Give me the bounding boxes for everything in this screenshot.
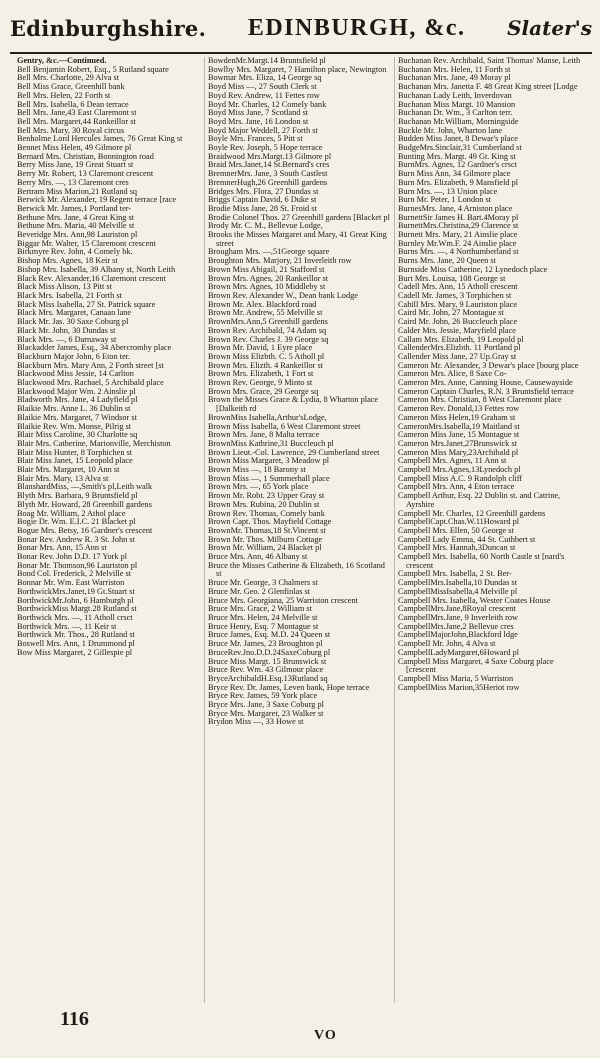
directory-entry: Campbell Miss Maria, 5 Warriston — [398, 673, 514, 683]
directory-entry: CampbellMrs.Jane,2 Bellevue cres — [398, 621, 514, 631]
directory-entry: Berry Mrs. —, 13 Claremont cres — [17, 177, 129, 187]
directory-columns — [14, 57, 592, 1003]
directory-entry: Boyd Miss Jane, 7 Scotland st — [208, 108, 309, 118]
directory-entry: Burn Mrs. —, 13 Union place — [398, 186, 498, 196]
directory-entry: Cahill Mrs. Mary, 9 Lauriston place — [398, 299, 518, 309]
directory-entry: Brown Miss Margaret, 3 Meadow pl — [208, 456, 330, 466]
directory-entry: Buckle Mr. John, Wharton lane — [398, 125, 502, 135]
directory-entry: Blair Mrs. Margaret, 10 Ann st — [17, 465, 120, 475]
directory-entry: Blackwood Major Wm. 2 Ainslie pl — [17, 386, 136, 396]
directory-entry: Bowlby Mrs. Margaret, 7 Hamilton place, Newington — [208, 64, 387, 74]
directory-entry: Braid Mrs.Janet,14 St.Bernard's cres — [208, 160, 330, 170]
directory-entry: Cadell Mrs. Ann, 15 Atholl crescent — [398, 282, 518, 292]
directory-entry: Bennet Miss Helen, 49 Gilmore pl — [17, 143, 132, 153]
directory-entry: Broughton Mrs. Marjory, 21 Inverleith row — [208, 256, 352, 266]
directory-entry: Cadell Mr. James, 3 Torphichen st — [398, 290, 512, 300]
directory-entry: CameronMrs.Isabella,19 Maitland st — [398, 421, 520, 431]
directory-entry: Brown Miss Abigail, 21 Stafford st — [208, 264, 325, 274]
directory-entry: Berwick Mr. James,1 Portland ter- — [17, 203, 132, 213]
directory-entry: Cameron Rev. Donald,13 Fettes row — [398, 404, 520, 414]
directory-entry: Buchanan Mrs. Helen, 11 Forth st — [398, 64, 511, 74]
directory-entry: Campbell Arthur, Esq. 22 Dublin st. and Catrine, Ayrshire — [398, 491, 561, 509]
directory-entry: Brown Mrs. Rubina, 20 Dublin st — [208, 499, 320, 509]
directory-entry: Brown Mrs. Elizth. 4 Rankeillor st — [208, 360, 323, 370]
directory-entry: BremnerMrs. Jane, 3 South Castlest — [208, 169, 328, 179]
directory-entry: Bogie Dr. Wm. E.I.C. 21 Blacket pl — [17, 517, 136, 527]
directory-entry: Bruce Miss Margt. 15 Brunswick st — [208, 656, 327, 666]
directory-entry: Campbell Mrs. Isabella, 2 St. Ber- — [398, 569, 512, 579]
directory-entry: Caird Mr. John, 27 Montague st — [398, 308, 504, 318]
directory-entry: Campbell Mrs. Ellen, 50 George st — [398, 525, 514, 535]
signature-mark: VO — [314, 1028, 337, 1043]
directory-entry: Bonar Rev. Andrew R. 3 St. John st — [17, 534, 135, 544]
directory-entry: CallenderMrs.Elizbth. 11 Portland pl — [398, 343, 521, 353]
directory-entry: BudgeMrs.Sinclair,31 Cumberland st — [398, 143, 522, 153]
directory-entry: Brodie Miss Jane, 28 St. Froid st — [208, 203, 317, 213]
directory-entry: CampbellLadyMargaret,6Howard pl — [398, 647, 520, 657]
directory-entry: CampbellMrs.Jane, 9 Inverleith row — [398, 613, 519, 622]
page-footer — [14, 1008, 592, 1048]
directory-entry: Brown Lieut.-Col. Lawrence, 29 Cumberland street — [208, 447, 380, 457]
directory-entry: Blaikie Mrs. Margaret, 7 Windsor st — [17, 412, 137, 422]
directory-entry: Biggar Mr. Walter, 15 Claremont crescent — [17, 238, 156, 248]
directory-entry: Brown Rev. Alexander W., Dean bank Lodge — [208, 290, 358, 300]
directory-entry: Budden Miss Janet, 8 Dewar's place — [398, 134, 518, 144]
directory-entry: Boyd Miss —, 27 South Clerk st — [208, 82, 317, 92]
directory-entry: Blackburn Major John, 6 Eton ter. — [17, 351, 131, 361]
directory-entry: Campbell Lady Emma, 44 St. Cuthbert st — [398, 534, 536, 544]
directory-entry: Brown Mr. David, 1 Eyre place — [208, 343, 313, 353]
directory-entry: Bryce Mrs. Margaret, 23 Walker st — [208, 708, 324, 718]
directory-entry: Bruce Henry, Esq. 7 Montague st — [208, 621, 319, 631]
directory-entry: Bruce Mrs. Grace, 2 William st — [208, 604, 312, 614]
directory-entry: Brown Rev. Charles J. 39 George sq — [208, 334, 329, 344]
directory-entry: BurnesMrs. Jane, 4 Arniston place — [398, 203, 513, 213]
directory-entry: Boyle Rev. Joseph, 5 Hope terrace — [208, 143, 323, 153]
directory-entry: Calder Mrs. Jessie, Maryfield place — [398, 325, 516, 335]
directory-entry: Black Mr. John, 30 Dundas st — [17, 325, 116, 335]
directory-entry: Brown Mrs. Agnes, 20 Rankeillor st — [208, 273, 329, 283]
directory-entry: BlanshardMiss, —,Smith's pl,Leith walk — [17, 482, 153, 492]
directory-entry: Berry Miss Jane, 19 Great Stuart st — [17, 160, 134, 170]
directory-entry: Campbell Mr. Charles, 12 Greenhill gardens — [398, 508, 546, 518]
directory-entry: Cameron Mr. Alexander, 3 Dewar's place [bourg place — [398, 360, 579, 370]
directory-entry: Bell Mrs. Margaret,44 Rankeillor st — [17, 116, 136, 126]
directory-entry: Bowmar Mrs. Eliza, 14 George sq — [208, 73, 322, 83]
directory-entry: Bruce Mrs. Ann, 46 Albany st — [208, 552, 308, 562]
directory-entry: Cameron Mrs. Christian, 8 West Claremont place — [398, 395, 562, 405]
directory-entry: Bonnar Mr. Wm. East Warriston — [17, 578, 125, 588]
directory-entry: CampbellMajorJohn,Blackford ldge — [398, 630, 518, 640]
directory-entry: BorthwickMr.John, 6 Hamburgh pl — [17, 595, 134, 605]
directory-entry: Brown Rev. George, 9 Minto st — [208, 378, 313, 388]
directory-entry: Bell Mrs. Mary, 30 Royal circus — [17, 125, 125, 135]
directory-entry: Brown Miss Isabella, 6 West Claremont street — [208, 421, 361, 431]
directory-entry: Callam Mrs. Elizabeth, 19 Leopold pl — [398, 334, 524, 344]
directory-entry: Blyth Mrs. Barbara, 9 Bruntsfield pl — [17, 491, 138, 501]
directory-entry: BorthwickMrs.Janet,19 Gt.Stuart st — [17, 586, 135, 596]
column-right — [394, 57, 584, 1003]
directory-entry: Bell Miss Grace, Greenhill bank — [17, 82, 125, 92]
directory-entry: Bonar Rev. John D.D. 17 York pl — [17, 552, 128, 562]
page-number: 116 — [60, 1008, 89, 1030]
directory-entry: Borthwick Mrs. —, 11 Keir st — [17, 621, 117, 631]
directory-entry: Bell Mrs. Charlotte, 29 Alva st — [17, 73, 120, 83]
directory-entry: Black Miss Isabella, 27 St. Patrick square — [17, 299, 156, 309]
directory-entry: Gentry, &c.—Continued. — [17, 57, 107, 65]
directory-entry: BrownMrs.Ann,5 Greenhill gardens — [208, 317, 328, 327]
directory-entry: Bertram Miss Marion,21 Rutland sq — [17, 186, 138, 196]
directory-entry: Bruce Rev. Wm. 43 Gilmour place — [208, 665, 324, 675]
directory-entry: Campbell Mrs. Isabella, 60 North Castle st [nard's crescent — [398, 552, 565, 570]
directory-entry: Cameron Miss Jane, 15 Montague st — [398, 430, 520, 440]
directory-entry: Brown Mr. Thos. Milburn Cottage — [208, 534, 323, 544]
directory-entry: Brown Mrs. Jane, 8 Malta terrace — [208, 430, 320, 440]
directory-entry: Buchanan Mrs. Jane, 49 Moray pl — [398, 73, 511, 83]
directory-entry: Campbell Miss Margaret, 4 Saxe Coburg place [crescent — [398, 656, 554, 675]
directory-entry: Bunting Mrs. Margt. 49 Gt. King st — [398, 151, 516, 161]
directory-entry: Bond Col. Frederick, 2 Melville st — [17, 569, 132, 579]
directory-entry: BurnettMrs.Christina,29 Clarence st — [398, 221, 519, 231]
directory-entry: Brown Mrs. —, 65 York place — [208, 482, 309, 492]
directory-entry: Blair Miss Hunter, 8 Torphichen st — [17, 447, 133, 457]
directory-entry: Bethune Mrs. Jane, 4 Great King st — [17, 212, 135, 222]
directory-entry: Black Mrs. —, 6 Darnaway st — [17, 334, 117, 344]
directory-entry: Blair Miss Janet, 15 Leopold place — [17, 456, 133, 466]
directory-entry: Berry Mr. Robert, 13 Claremont crescent — [17, 169, 154, 179]
directory-entry: Burns Mrs. Jane, 20 Queen st — [398, 256, 496, 266]
directory-entry: Buchanan Miss Margt. 10 Mansion — [398, 99, 516, 109]
directory-entry: Borthwick Mrs. —, 11 Atholl crsct — [17, 613, 133, 622]
directory-entry: Bell Mrs. Jane,43 East Claremont st — [17, 108, 137, 118]
directory-entry: Bernard Mrs. Christian, Bonnington road — [17, 151, 154, 161]
directory-entry: Boyd Major Weddell, 27 Forth st — [208, 125, 318, 135]
directory-entry: Cameron Mrs. Anne, Canning House, Causewayside — [398, 378, 573, 388]
directory-entry: Brydon Miss —, 33 Howe st — [208, 717, 304, 727]
directory-entry: Braidwood Mrs.Margt.13 Gilmore pl — [208, 151, 332, 161]
directory-entry: Boag Mr. William, 2 Athol place — [17, 508, 126, 518]
directory-entry: Brown Capt. Thos. Mayfield Cottage — [208, 517, 332, 527]
directory-entry: Brown Mr. Robt. 23 Upper Gray st — [208, 491, 325, 501]
directory-entry: CampbellMiss Marion,35Heriot row — [398, 682, 520, 692]
directory-entry: Blair Mrs. Catherine, Marionville, Merchiston — [17, 438, 171, 448]
directory-entry: Buchanan Mr.William, Morningside — [398, 116, 519, 126]
directory-entry: Borthwick Mr. Thos., 28 Rutland st — [17, 630, 135, 640]
directory-entry: Blackadder James, Esq., 34 Abercromby place — [17, 343, 172, 353]
directory-entry: Campbell Miss A.C. 9 Randolph cliff — [398, 473, 523, 483]
directory-entry: Boyd Rev. Andrew, 11 Fettes row — [208, 90, 320, 100]
directory-entry: Campbell Mrs.Agnes,13Lynedoch pl — [398, 465, 521, 475]
directory-entry: CampbellMrs.Isabella,10 Dundas st — [398, 578, 517, 588]
directory-entry: Brooks the Misses Margaret and Mary, 41 Great King street — [208, 230, 387, 248]
directory-entry: Briggs Captain David, 6 Duke st — [208, 195, 317, 205]
directory-entry: Birkmyre Rev. John, 4 Comely bk. — [17, 247, 133, 257]
directory-entry: Burns Mrs. —, 4 Northumberland st — [398, 247, 519, 257]
directory-entry: Boswell Mrs. Ann, 1 Drummond pl — [17, 639, 135, 649]
directory-entry: Bell Mrs. Isabella, 6 Dean terrace — [17, 99, 129, 109]
directory-entry: Blyth Mr. Howard, 28 Greenhill gardens — [17, 499, 152, 509]
directory-entry: Blaikie Rev. Wm. Monse, Pilrig st — [17, 421, 132, 431]
directory-entry: Caird Mr. John, 26 Buccleuch place — [398, 317, 518, 327]
directory-entry: Blackwood Miss Jessie, 14 Carlton — [17, 369, 134, 379]
directory-entry: Bridges Mrs. Flora, 27 Dundas st — [208, 186, 319, 196]
directory-entry: BurnettSir James H. Bart.4Moray pl — [398, 212, 519, 222]
directory-entry: Burt Mrs. Louisa, 108 George st — [398, 273, 506, 283]
directory-entry: Bruce Mrs. Helen, 24 Melville st — [208, 613, 318, 622]
directory-entry: Brody Mr. C. M., Bellevue Lodge, — [208, 221, 323, 231]
directory-entry: Bryce Rev. James, 59 York place — [208, 691, 318, 701]
directory-entry: Brown Mr. Andrew, 55 Melville st — [208, 308, 323, 318]
directory-entry: Brown Miss —, 1 Summerhall place — [208, 473, 330, 483]
directory-entry: Blair Miss Caroline, 30 Charlotte sq — [17, 430, 138, 440]
directory-entry: Bruce Mrs. Georgiana, 25 Warriston crescent — [208, 595, 358, 605]
directory-entry: Callender Miss Jane, 27 Up.Gray st — [398, 351, 517, 361]
town-heading: EDINBURGH, &c. — [247, 14, 466, 41]
directory-entry: Bethune Mrs. Maria, 40 Melville st — [17, 221, 135, 231]
directory-entry: CampbellCapt.Chas.W.11Howard pl — [398, 517, 520, 527]
directory-entry: Burnley Mr.Wm.F. 24 Ainslie place — [398, 238, 517, 248]
directory-entry: Brown Miss Elizbth. C. 5 Atholl pl — [208, 351, 325, 361]
directory-entry: Bruce Mr. James, 23 Broughton pl — [208, 639, 323, 649]
directory-entry: Cameron Mrs.Janet,27Brunswick st — [398, 438, 517, 448]
directory-entry: Beveridge Mrs. Ann,98 Lauriston pl — [17, 230, 138, 240]
directory-entry: Bonar Mrs. Ann, 15 Ann st — [17, 543, 107, 553]
directory-entry: Brown Rev. Thomas, Comely bank — [208, 508, 325, 518]
directory-entry: Burnside Miss Catherine, 12 Lynedoch place — [398, 264, 548, 274]
directory-entry: Black Mrs. Isabella, 21 Forth st — [17, 290, 122, 300]
directory-entry: Cameron Mrs. Alice, 8 Saxe Co- — [398, 369, 507, 379]
directory-entry: Bruce Mr. Geo. 2 Glenfinlas st — [208, 586, 311, 596]
directory-entry: Buchanan Rev. Archibald, Saint Thomas' Manse, Leith — [398, 57, 581, 65]
directory-entry: Bow Miss Margaret, 2 Gillespie pl — [17, 647, 133, 657]
directory-entry: Blackwood Mrs. Rachael, 5 Archibald place — [17, 378, 164, 388]
publisher-heading: Slater's — [507, 16, 592, 40]
directory-entry: Brown Mr. Alex. Blackford road — [208, 299, 317, 309]
directory-entry: Bell Mrs. Helen, 22 Forth st — [17, 90, 111, 100]
directory-entry: BrownMr. Thomas,18 St.Vincent st — [208, 525, 326, 535]
directory-entry: Bruce Mr. George, 3 Chalmers st — [208, 578, 318, 588]
directory-entry: Bladworth Mrs. Jane, 4 Ladyfield pl — [17, 395, 138, 405]
directory-entry: Bishop Mrs. Agnes, 18 Keir st — [17, 256, 118, 266]
directory-entry: Blair Mrs. Mary, 13 Alva st — [17, 473, 109, 483]
directory-entry: Brougham Mrs. —,51George square — [208, 247, 330, 257]
directory-entry: Bruce James, Esq. M.D. 24 Queen st — [208, 630, 331, 640]
directory-entry: Bonar Mr. Thomson,96 Lauriston pl — [17, 560, 138, 570]
directory-entry: Bell Benjamin Robert, Esq., 5 Rutland square — [17, 64, 169, 74]
directory-entry: Cameron Captain Charles, R.N. 3 Bruntsfield terrace — [398, 386, 574, 396]
directory-entry: Bryce Mrs. Jane, 3 Saxe Coburg pl — [208, 700, 324, 710]
directory-entry: BrownMiss Isabella,Arthur'sLodge, — [208, 412, 327, 422]
directory-entry: BruceRev.Jno.D.D.24SaxeCoburg pl — [208, 647, 331, 657]
directory-entry: CampbellMrs.Jane,8Royal crescent — [398, 604, 516, 614]
directory-entry: Brown the Misses Grace & Lydia, 8 Wharton place [Dalkeith rd — [208, 395, 379, 414]
directory-entry: Bryce Rev. Dr. James, Leven bank, Hope terrace — [208, 682, 370, 692]
directory-entry: Brown Mrs. Grace, 29 George sq — [208, 386, 319, 396]
directory-entry: Black Mrs. Margaret, Canaan lane — [17, 308, 132, 318]
directory-entry: CampbellMissIsabella,4 Melville pl — [398, 586, 518, 596]
directory-entry: Burnett Mrs. Mary, 21 Ainslie place — [398, 230, 518, 240]
directory-entry: Cameron Miss Helen,19 Graham st — [398, 412, 516, 422]
column-middle — [204, 57, 394, 1003]
directory-entry: Campbell Mr. John, 4 Alva st — [398, 639, 496, 649]
directory-entry: BryceArchibaldH.Esq.13Rutland sq — [208, 673, 328, 683]
directory-entry: Berwick Mr. Alexander, 19 Regent terrace [race — [17, 195, 177, 205]
directory-entry: Brown Mr. William, 24 Blacket pl — [208, 543, 322, 553]
directory-entry: Brown Miss —, 18 Barony st — [208, 465, 306, 475]
directory-entry: Campbell Mrs. Hannah,3Duncan st — [398, 543, 516, 553]
directory-entry: Benholme Lord Hercules James, 76 Great King st — [17, 134, 183, 144]
directory-entry: Campbell Mrs. Isabella, Wester Coates House — [398, 595, 551, 605]
directory-entry: Bishop Mrs. Isabella, 39 Albany st, North Leith — [17, 264, 176, 274]
directory-entry: Boyd Mr. Charles, 12 Comely bank — [208, 99, 327, 109]
column-left — [14, 57, 204, 1003]
directory-entry: BrownMiss Kathrine,31 Buccleuch pl — [208, 438, 334, 448]
directory-entry: Campbell Mrs. Ann, 4 Eton terrace — [398, 482, 515, 492]
directory-entry: Blaikie Mrs. Anne L. 36 Dublin st — [17, 404, 131, 414]
directory-entry: BowdenMr.Margt.14 Bruntsfield pl — [208, 57, 326, 65]
directory-entry: Campbell Mrs. Agnes, 11 Ann st — [398, 456, 507, 466]
directory-entry: Brown Rev. Archibald, 74 Adam sq — [208, 325, 327, 335]
county-heading: Edinburghshire. — [10, 15, 207, 41]
directory-entry: Cameron Miss Mary,23Archibald pl — [398, 447, 519, 457]
directory-entry: Burn Mrs. Elizabeth, 9 Mansfield pl — [398, 177, 519, 187]
directory-entry: Brodie Colonel Thos. 27 Greenhill gardens [Blacket pl — [208, 212, 390, 222]
directory-entry: Black Rev. Alexander,16 Claremont crescent — [17, 273, 166, 283]
directory-entry: Burn Mr. Peter, 1 London st — [398, 195, 492, 205]
directory-entry: Buchanan Dr. Wm., 3 Carlton terr. — [398, 108, 513, 118]
directory-entry: Buchanan Lady Leith, Inverdovan — [398, 90, 512, 100]
directory-entry: Blackburn Mrs. Mary Ann, 2 Forth street [st — [17, 360, 164, 370]
directory-entry: BremnerHugh,26 Greenhill gardens — [208, 177, 328, 187]
directory-entry: Buchanan Mrs. Janetta F. 48 Great King street [Lodge — [398, 82, 578, 92]
directory-entry: Boyd Mrs. Jane, 16 London st — [208, 116, 309, 126]
running-header — [10, 4, 592, 54]
directory-entry: Brown Mrs. Agnes, 10 Middleby st — [208, 282, 326, 292]
directory-entry: Black Mr. Jas. 30 Saxe Coburg pl — [17, 317, 129, 327]
directory-entry: Bruce the Misses Catherine & Elizabeth, 16 Scotland st — [208, 560, 385, 579]
directory-entry: BurnMrs. Agnes, 12 Gardner's crsct — [398, 160, 518, 170]
directory-entry: Burn Miss Ann, 34 Gilmore place — [398, 169, 511, 179]
directory-entry: Boyle Mrs. Frances, 5 Pitt st — [208, 134, 303, 144]
directory-entry: Bogue Mrs. Betsy, 16 Gardner's crescent — [17, 525, 153, 535]
directory-entry: Black Miss Alison, 13 Pitt st — [17, 282, 112, 292]
directory-entry: Brown Mrs. Elizabeth, 1 Fort st — [208, 369, 314, 379]
directory-entry: BorthwickMiss Margt.28 Rutland st — [17, 604, 137, 614]
